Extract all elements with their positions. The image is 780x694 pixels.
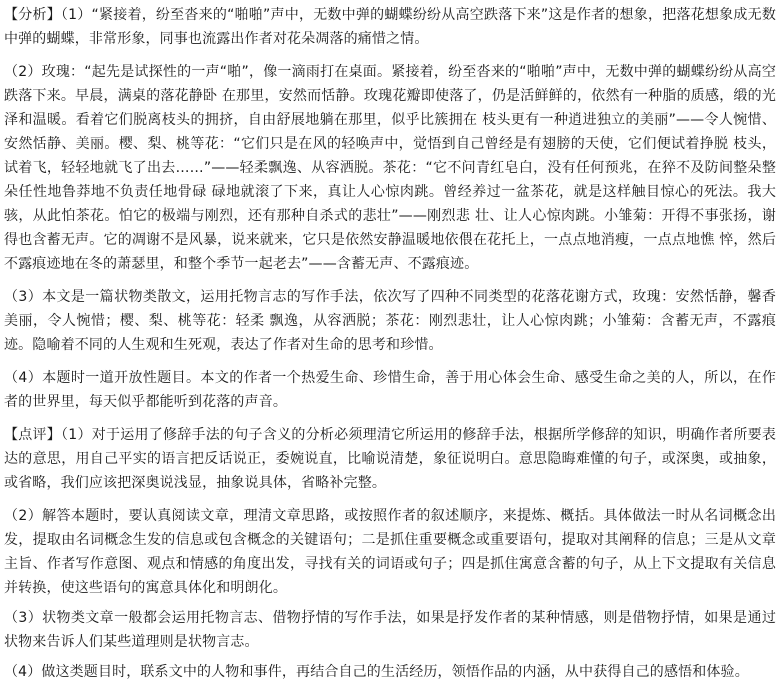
comment-paragraph-1: 【点评】（1）对于运用了修辞手法的句子含义的分析必须理清它所运用的修辞手法，根据所学修辞的知识，明确作者所要表达的意思，用自己平实的语言把反话说正，委婉说直，比喻说清楚，象征说明白。意思隐晦难懂的句子，或深奥，或抽象，或省略，我们应该把深奥说浅显，抽象说具体，省略补完整。 xyxy=(4,427,776,491)
paragraph-spacer xyxy=(4,495,776,504)
analysis-paragraph-2: （2）玫瑰：“起先是试探性的一声“啪”，像一滴雨打在桌面。紧接着，纷至沓来的“啪啪”声中，无数中弹的蝴蝶纷纷从高空跌落下来。早晨，满桌的落花静卧 在那里，安然而恬静。玫瑰花瓣即使落了，仍是活鲜鲜的，依然有一种脂的质感，缎的光泽和温暖。看着它们脱离枝头的拥挤，自由舒展地躺在那里，似乎比簇拥在 枝头更有一种逍进独立的美丽”——令人惋惜、安然恬静、美丽。樱、梨、桃等花：“它们只是在风的轻唤声中，觉悟到自己曾经是有翅膀的天使，它们便试着挣脱 枝头，试着飞，轻轻地就飞了出去……”——轻柔飘逸、从容洒脱。茶花：“它不问青红皂白，没有任何预兆，在猝不及防间整朵整朵任性地鲁莽地不负责任地骨碌 碌地就滚了下来，真让人心惊肉跳。曾经养过一盆茶花，就是这样触目惊心的死法。我大骇，从此怕茶花。怕它的极端与刚烈，还有那种自杀式的悲壮”——刚烈悲 壮、让人心惊肉跳。小雏菊：开得不事张扬，谢得也含蓄无声。它的凋谢不是风暴，说来就来，它只是依然安静温暖地依偎在花托上，一点点地消瘦，一点点地憔 悴，然后不露痕迹地在冬的萧瑟里，和整个季节一起老去”——含蓄无声、不露痕迹。 xyxy=(4,64,776,272)
paragraph-spacer xyxy=(4,276,776,285)
comment-paragraph-2: （2）解答本题时，要认真阅读文章，理清文章思路，或按照作者的叙述顺序，来提炼、概括。具体做法一时从名词概念出发，提取由名词概念生发的信息或包含概念的关键语句；二是抓住重要概念或重要语句，提取对其阐释的信息；三是从文章主旨、作者写作意图、观点和情感的角度出发，寻找有关的词语或句子；四是抓住寓意含蓄的句子，从上下文提取有关信息并转换，使这些语句的寓意具体化和明朗化。 xyxy=(4,508,776,596)
paragraph-spacer xyxy=(4,357,776,366)
paragraph-spacer xyxy=(4,414,776,423)
analysis-paragraph-1: 【分析】（1）“紧接着，纷至沓来的“啪啪”声中，无数中弹的蝴蝶纷纷从高空跌落下来”这是作者的想象，把落花想象成无数中弹的蝴蝶，非常形象，同事也流露出作者对花朵凋落的痛惜之情。 xyxy=(4,7,776,47)
comment-paragraph-3: （3）状物类文章一般都会运用托物言志、借物抒情的写作手法，如果是抒发作者的某种情感，则是借物抒情，如果是通过状物来告诉人们某些道理则是状物言志。 xyxy=(4,610,776,650)
paragraph-spacer xyxy=(4,51,776,60)
comment-paragraph-4: （4）做这类题目时，联系文中的人物和事件，再结合自己的生活经历，领悟作品的内涵，从中获得自己的感悟和体验。 xyxy=(4,664,749,680)
analysis-paragraph-3: （3）本文是一篇状物类散文，运用托物言志的写作手法，依次写了四种不同类型的花落花谢方式，玫瑰：安然恬静，馨香美丽，令人惋惜；樱、梨、桃等花：轻柔 飘逸，从容洒脱；茶花：刚烈悲壮，让人心惊肉跳；小雏菊：含蓄无声，不露痕迹。隐喻着不同的人生观和生死观，表达了作者对生命的思考和珍惜。 xyxy=(4,289,776,353)
analysis-paragraph-4: （4）本题时一道开放性题目。本文的作者一个热爱生命、珍惜生命，善于用心体会生命、感受生命之美的人，所以，在作者的世界里，每天似乎都能听到花落的声音。 xyxy=(4,370,776,410)
